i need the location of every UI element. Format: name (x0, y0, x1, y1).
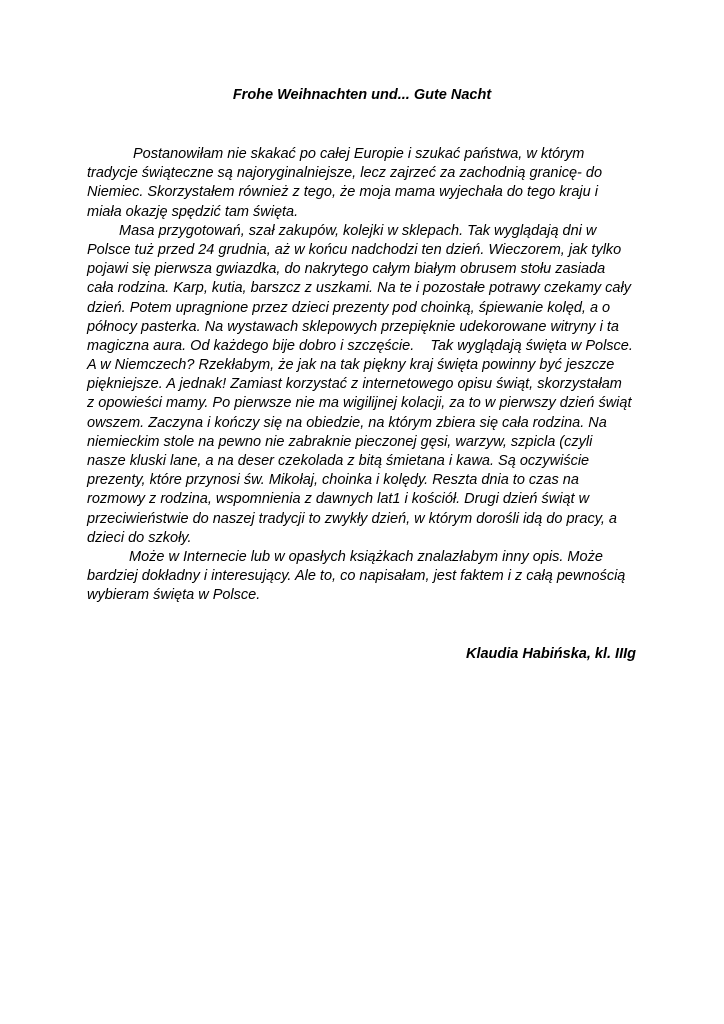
body-line: rozmowy z rodzina, wspomnienia z dawnych lat1 i kościół. Drugi dzień świąt w (87, 491, 590, 508)
body-line: dzień. Potem upragnione przez dzieci prezenty pod choinką, śpiewanie kolęd, a o (87, 299, 611, 316)
author-signature: Klaudia Habińska, kl. IIIg (465, 646, 636, 662)
body-line: północy pasterka. Na wystawach sklepowych przepięknie udekorowane witryny i ta (87, 318, 619, 335)
body-line: magiczna aura. Od każdego bije dobro i szczęście. Tak wyglądają święta w Polsce. (87, 337, 633, 354)
body-line: wybieram święta w Polsce. (87, 587, 261, 604)
document-body (87, 145, 647, 606)
body-line: dzieci do szkoły. (87, 529, 192, 546)
body-line: piękniejsze. A jednak! Zamiast korzystać z internetowego opisu świąt, skorzystałam (87, 376, 622, 393)
body-line: nasze kluski lane, a na deser czekolada z bitą śmietana i kawa. Są oczywiście (87, 453, 590, 469)
body-line: Niemiec. Skorzystałem również z tego, że moja mama wyjechała do tego kraju i (87, 184, 598, 201)
body-line: Może w Internecie lub w opasłych książkach znalazłabym inny opis. Może (129, 548, 603, 565)
document-title: Frohe Weihnachten und... Gute Nacht (232, 87, 492, 103)
body-line: prezenty, które przynosi św. Mikołaj, choinka i kolędy. Reszta dnia to czas na (87, 472, 579, 489)
body-line: cała rodzina. Karp, kutia, barszcz z uszkami. Na te i pozostałe potrawy czekamy cały (87, 280, 631, 297)
body-line: Masa przygotowań, szał zakupów, kolejki w sklepach. Tak wyglądają dni w (119, 222, 597, 239)
body-line: bardziej dokładny i interesujący. Ale to, co napisałam, jest faktem i z całą pewnością (87, 568, 626, 585)
body-line: tradycje świąteczne są najoryginalniejsze, lecz zajrzeć za zachodnią granicę- do (87, 165, 603, 182)
body-line: A w Niemczech? Rzekłabym, że jak na tak piękny kraj święta powinny być jeszcze (87, 357, 615, 374)
body-line: owszem. Zaczyna i kończy się na obiedzie, na którym zbiera się cała rodzina. Na (87, 414, 607, 431)
body-line: niemieckim stole na pewno nie zabraknie pieczonej gęsi, warzyw, szpicla (czyli (87, 433, 593, 450)
body-line: Polsce tuż przed 24 grudnia, aż w końcu nadchodzi ten dzień. Wieczorem, jak tylko (87, 241, 622, 258)
body-line: pojawi się pierwsza gwiazdka, do nakrytego całym białym obrusem stołu zasiada (87, 261, 606, 278)
body-line: Postanowiłam nie skakać po całej Europie i szukać państwa, w którym (133, 146, 585, 162)
body-line: miała okazję spędzić tam święta. (87, 203, 299, 220)
body-line: z opowieści mamy. Po pierwsze nie ma wigilijnej kolacji, za to w pierwszy dzień świąt (87, 395, 632, 412)
body-line: przeciwieństwie do naszej tradycji to zwykły dzień, w którym dorośli idą do pracy, a (87, 510, 617, 527)
